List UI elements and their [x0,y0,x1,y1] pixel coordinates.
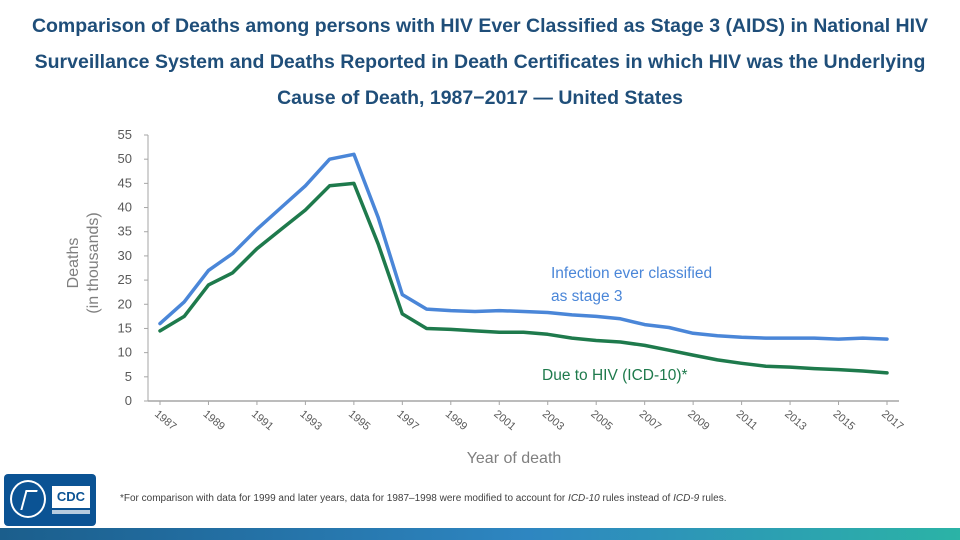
y-tick-label: 25 [117,272,132,288]
footnote: *For comparison with data for 1999 and later years, data for 1987–1998 were modified to account for ICD-10 rules instead of ICD-9 rules. [120,493,727,504]
x-tick-label: 2015 [830,408,858,434]
x-tick-label: 2007 [636,408,664,434]
series-layer [160,154,887,373]
hhs-eagle-icon [10,480,46,518]
series-label-icd10: Due to HIV (ICD-10)* [542,367,688,384]
x-tick-label: 1995 [345,408,373,434]
x-tick-label: 1999 [442,408,470,434]
x-axis-title: Year of death [466,450,562,467]
x-tick-label: 2013 [782,408,809,434]
chart-title: Comparison of Deaths among persons with HIV Ever Classified as Stage 3 (AIDS) in National HIV Surveillance System and Deaths Reported in Death Certificates in which HIV was the Underlying Cause of Death, 1987−2017 — United States [31,15,929,109]
y-tick-label: 20 [117,296,132,312]
cdc-logo [4,474,96,526]
y-tick-label: 5 [124,368,132,384]
y-tick-label: 35 [117,223,132,239]
x-tick-label: 2017 [879,408,906,434]
x-tick-label: 1987 [152,408,179,434]
y-axis-subtitle: (in thousands) [85,212,102,314]
series-line-icd10 [160,183,887,373]
y-tick-label: 0 [124,393,132,408]
footer-bar [0,528,960,540]
series-label-stage3-line2: as stage 3 [551,288,623,305]
y-tick-label: 55 [117,127,132,142]
y-axis-title: Deaths [65,237,82,289]
y-tick-label: 40 [117,199,132,215]
y-tick-label: 50 [117,151,132,167]
x-tick-label: 1989 [200,408,228,434]
y-tick-label: 15 [117,320,132,336]
x-tick-label: 2009 [685,408,712,434]
x-tick-label: 2005 [588,408,615,434]
x-tick-label: 2011 [733,408,760,433]
series-label-stage3-line1: Infection ever classified [551,265,713,282]
x-tick-label: 1991 [249,408,276,434]
x-axis [148,401,906,433]
series-line-stage3 [160,154,887,339]
cdc-logo-text: CDC [52,486,90,508]
y-axis [118,127,148,408]
y-tick-label: 10 [117,344,132,360]
y-tick-label: 45 [117,175,132,191]
x-tick-label: 1993 [297,408,324,434]
x-tick-label: 1997 [394,408,421,434]
logo-underline [52,510,90,514]
y-tick-label: 30 [117,247,132,263]
x-tick-label: 2003 [539,408,567,434]
x-tick-label: 2001 [491,408,518,434]
